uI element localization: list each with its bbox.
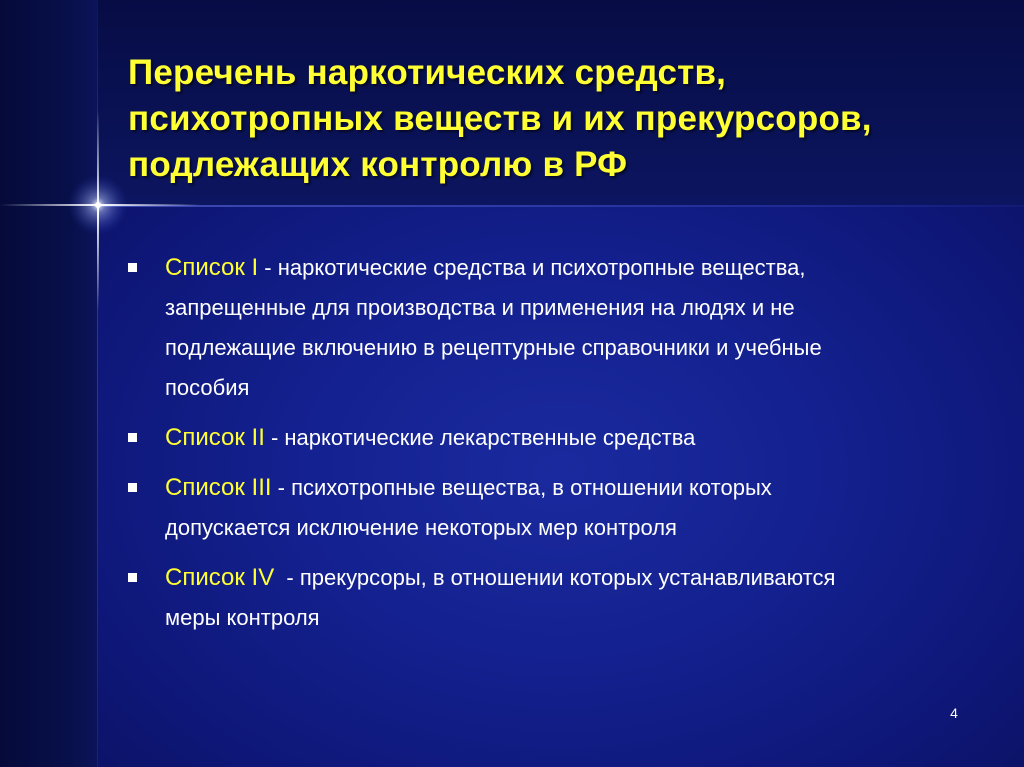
- list-item-text: пособия: [165, 375, 250, 400]
- left-band: [0, 0, 97, 767]
- slide-title: [128, 50, 1008, 188]
- left-band-edge: [97, 0, 98, 767]
- list-item-first-line: [165, 418, 988, 458]
- list-name: Список IV: [165, 564, 275, 591]
- list-item-3: [128, 468, 988, 548]
- list-item-text: - прекурсоры, в отношении которых устанавливаются: [274, 565, 836, 590]
- square-bullet-icon: [128, 483, 137, 492]
- title-line: Перечень наркотических средств,: [128, 53, 727, 92]
- list-item-first-line: [165, 248, 988, 288]
- title-line: психотропных веществ и их прекурсоров,: [128, 99, 872, 138]
- list-item-first-line: [165, 558, 988, 598]
- list-item-2: [128, 418, 988, 458]
- page-number: 4: [950, 705, 958, 721]
- list-item-first-line: [165, 468, 988, 508]
- list-item-text: - наркотические лекарственные средства: [264, 425, 696, 450]
- bullet-list: [128, 248, 988, 648]
- list-item-text: допускается исключение некоторых мер контроля: [165, 515, 677, 540]
- list-item-text: - психотропные вещества, в отношении которых: [271, 475, 772, 500]
- list-item-1: [128, 248, 988, 408]
- list-item-text: подлежащие включению в рецептурные справочники и учебные: [165, 335, 822, 360]
- list-name: Список III: [165, 474, 272, 501]
- list-item-text: меры контроля: [165, 605, 320, 630]
- list-name: Список I: [165, 254, 259, 281]
- title-line: подлежащих контролю в РФ: [128, 145, 628, 184]
- list-item-4: [128, 558, 988, 638]
- list-item-text: - наркотические средства и психотропные вещества,: [258, 255, 806, 280]
- square-bullet-icon: [128, 573, 137, 582]
- list-item-text: запрещенные для производства и применения на людях и не: [165, 295, 795, 320]
- square-bullet-icon: [128, 433, 137, 442]
- square-bullet-icon: [128, 263, 137, 272]
- list-name: Список II: [165, 424, 265, 451]
- title-band-edge: [97, 205, 1024, 207]
